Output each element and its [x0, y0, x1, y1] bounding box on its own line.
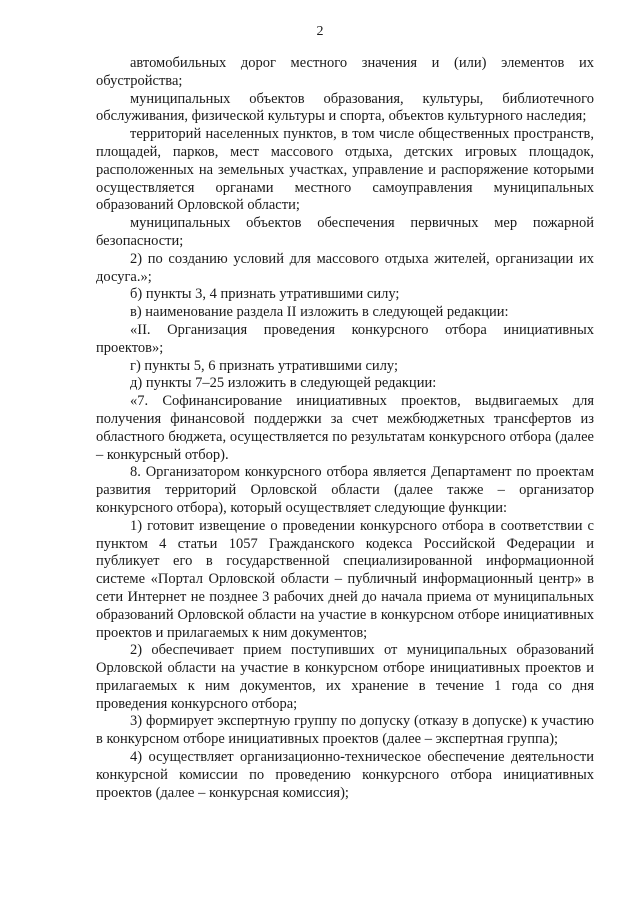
- paragraph-4: муниципальных объектов обеспечения первичных мер пожарной безопасности;: [96, 215, 594, 249]
- paragraph-9: г) пункты 5, 6 признать утратившими силу;: [130, 357, 399, 374]
- document-body: [96, 55, 594, 802]
- paragraph-11: «7. Софинансирование инициативных проектов, выдвигаемых для получения финансовой поддержки за счет межбюджетных трансфертов из областного бюджета, осуществляется по результатам конкурсного отбора (далее – конкурсный отбор).: [96, 393, 594, 463]
- paragraph-3: территорий населенных пунктов, в том числе общественных пространств, площадей, парков, мест массового отдыха, детских игровых площадок, расположенных на земельных участках, управление и распоряжение которыми осуществляется органами местного самоуправления муниципальных образований Орловской области;: [96, 126, 594, 214]
- paragraph-15: 3) формирует экспертную группу по допуску (отказу в допуске) к участию в конкурсном отборе инициативных проектов (далее – экспертная группа);: [96, 713, 594, 748]
- paragraph-13: 1) готовит извещение о проведении конкурсного отбора в соответствии с пунктом 4 статьи 1057 Гражданского кодекса Российской Федерации и публикует его в государственной специализированной информационной системе «Портал Орловской области – публичный информационный центр» в сети Интернет не позднее 3 рабочих дней до начала приема от муниципальных образований Орловской области на участие в конкурсном отборе инициативных проектов и прилагаемых к ним документов;: [96, 517, 594, 641]
- paragraph-12: 8. Организатором конкурсного отбора является Департамент по проектам развития территорий Орловской области (далее также – организатор конкурсного отбора), который осуществляет следующие функции:: [96, 464, 594, 516]
- page-number: 2: [316, 24, 324, 39]
- paragraph-2: муниципальных объектов образования, культуры, библиотечного обслуживания, физической культуры и спорта, объектов культурного наследия;: [96, 90, 594, 125]
- paragraph-5: 2) по созданию условий для массового отдыха жителей, организации их досуга.»;: [96, 250, 594, 285]
- paragraph-14: 2) обеспечивает прием поступивших от муниципальных образований Орловской области на участие в конкурсном отборе инициативных проектов и прилагаемых к ним документов, их хранение в течение 1 года со дня проведения конкурсного отбора;: [96, 642, 594, 712]
- paragraph-1: автомобильных дорог местного значения и (или) элементов их обустройства;: [96, 55, 594, 89]
- paragraph-7: в) наименование раздела II изложить в следующей редакции:: [130, 304, 509, 321]
- paragraph-16: 4) осуществляет организационно-техническое обеспечение деятельности конкурсной комиссии по проведению конкурсного отбора инициативных проектов (далее – конкурсная комиссия);: [96, 749, 594, 801]
- paragraph-6: б) пункты 3, 4 признать утратившими силу;: [130, 286, 400, 303]
- paragraph-8: «II. Организация проведения конкурсного отбора инициативных проектов»;: [96, 321, 594, 356]
- paragraph-10: д) пункты 7–25 изложить в следующей редакции:: [130, 375, 437, 392]
